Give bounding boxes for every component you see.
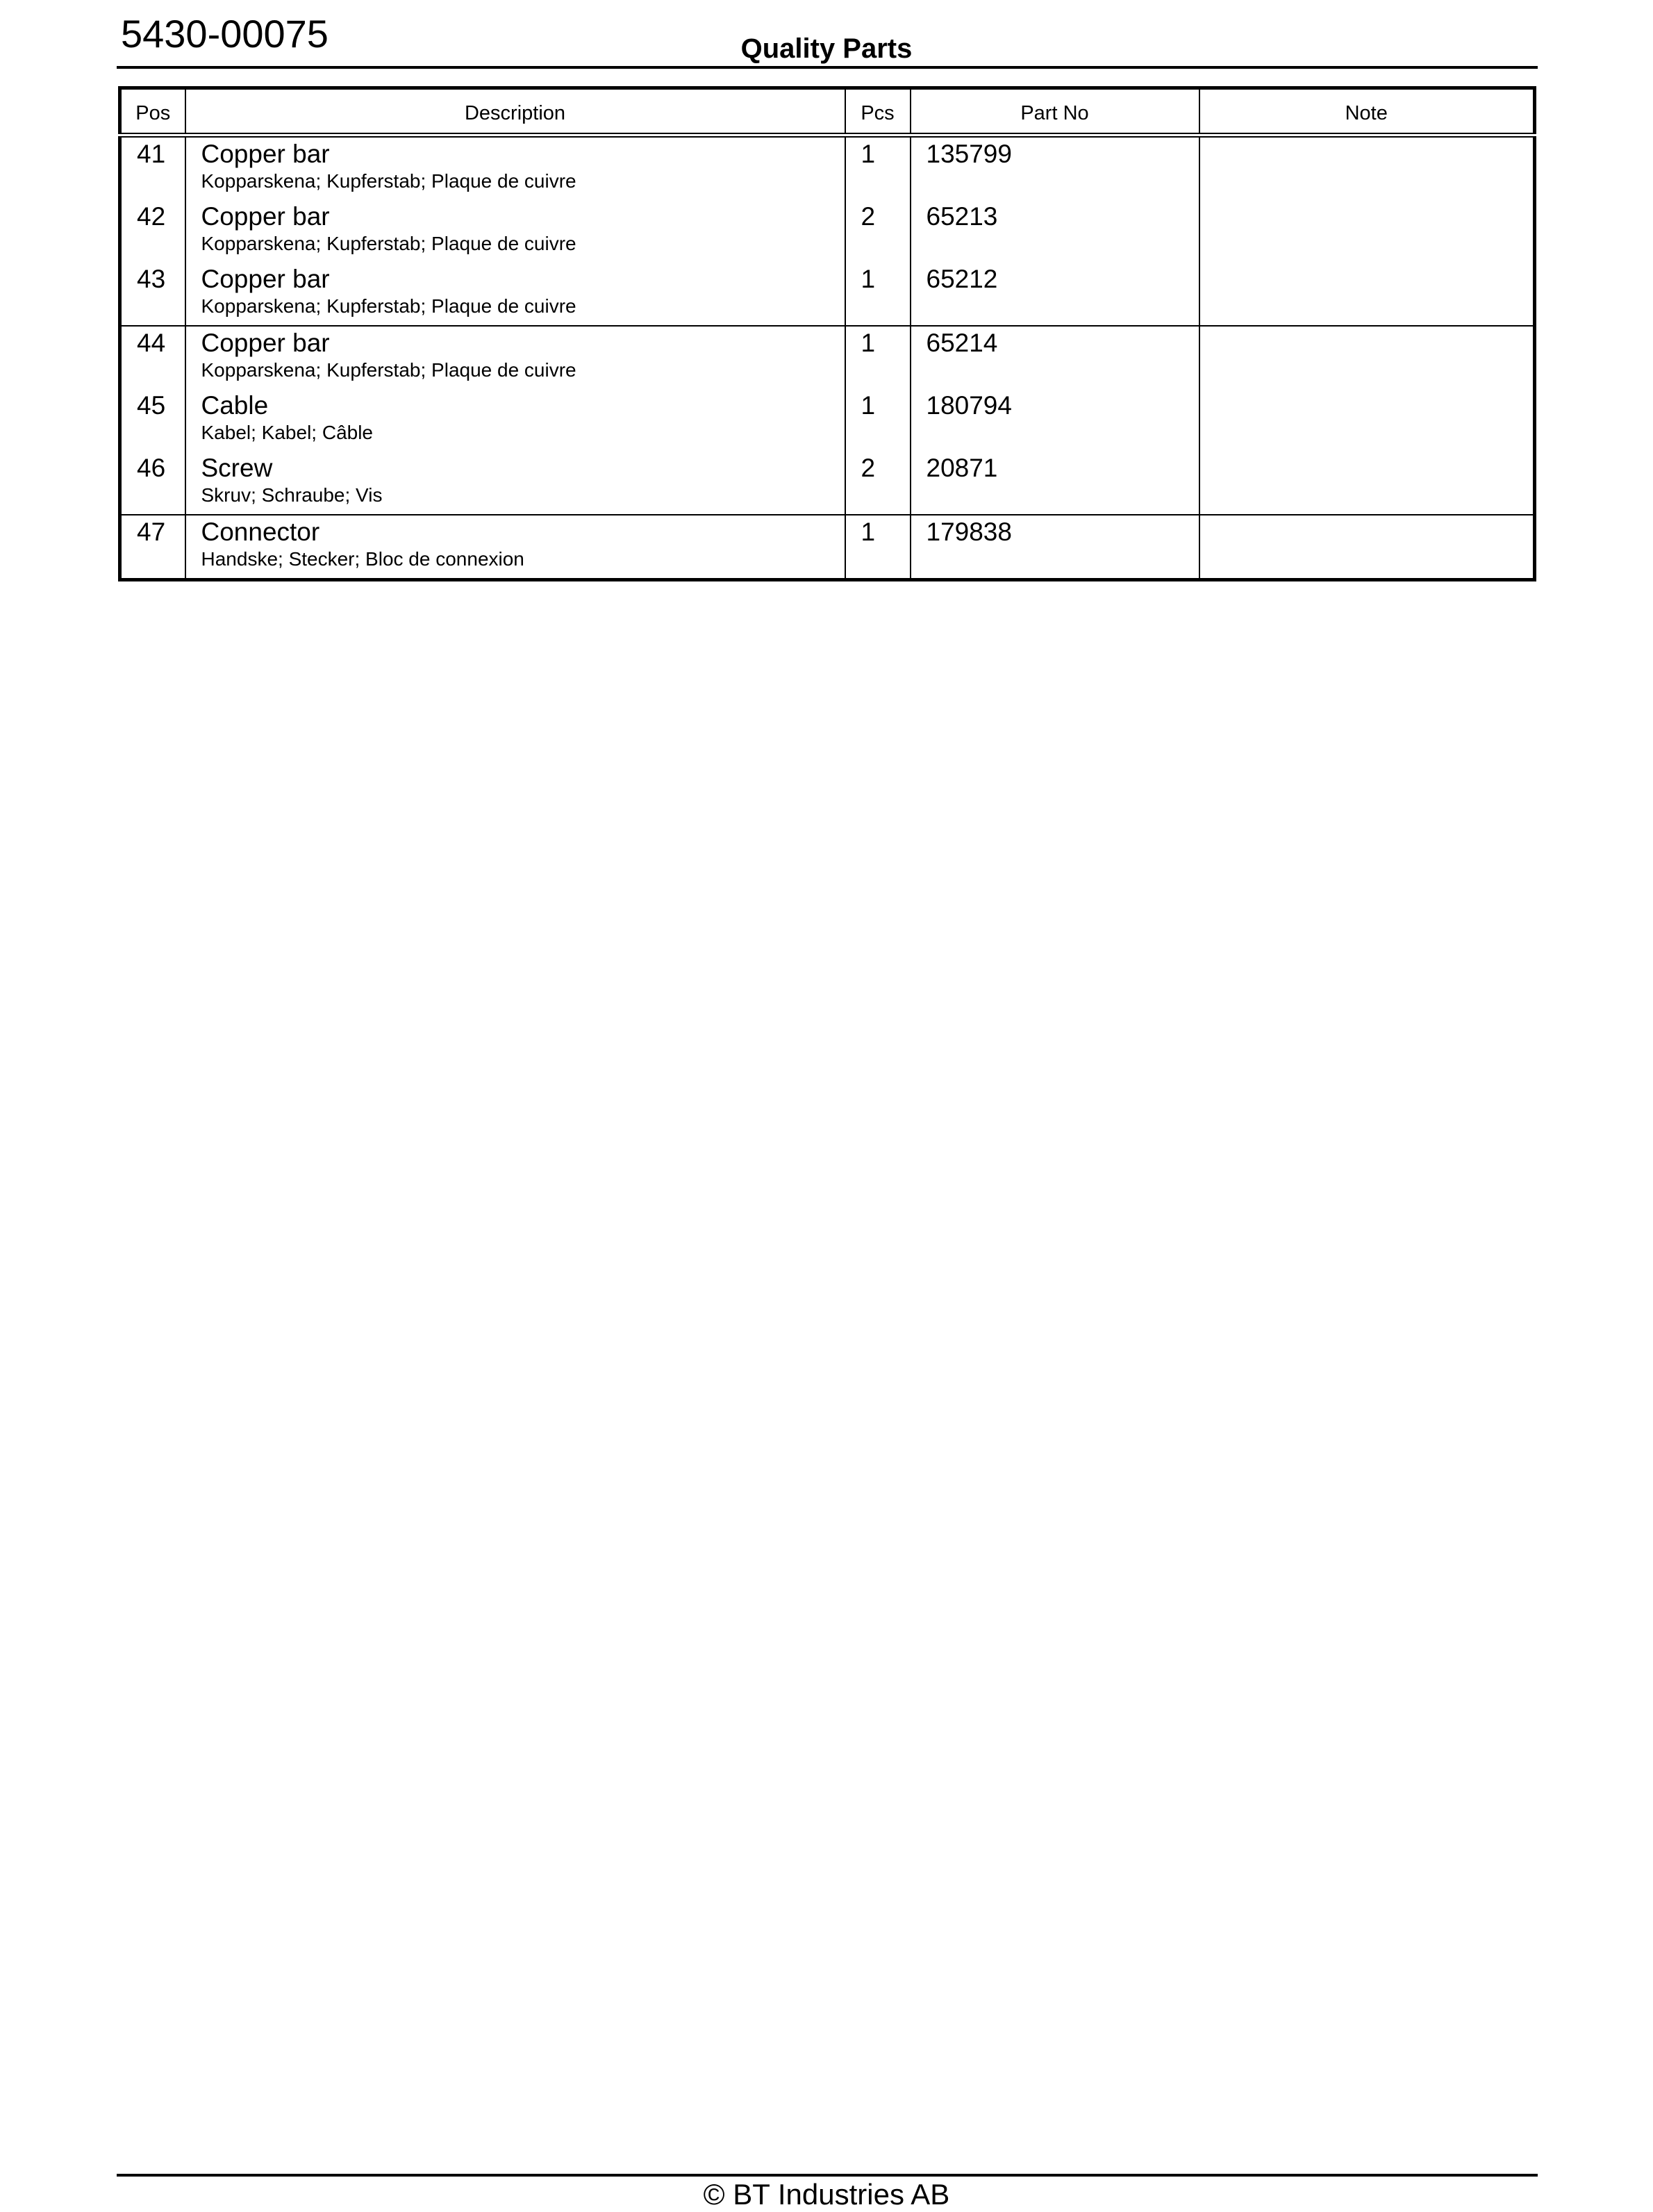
pos-cell: 45: [120, 389, 185, 452]
table-row: [120, 452, 1535, 515]
description-translations: Kabel; Kabel; Câble: [201, 422, 374, 443]
pos-cell: 44: [120, 326, 185, 389]
note-cell: [1199, 200, 1535, 263]
pos-cell: 42: [120, 200, 185, 263]
table-row: [120, 135, 1535, 201]
note-cell: [1199, 389, 1535, 452]
description-text: Connector: [201, 518, 320, 546]
pos-cell: 41: [120, 135, 185, 201]
description-translations: Kopparskena; Kupferstab; Plaque de cuivre: [201, 170, 576, 192]
description-text: Copper bar: [201, 202, 330, 231]
description-text: Copper bar: [201, 329, 330, 357]
pcs-cell: 2: [845, 452, 911, 515]
description-translations: Handske; Stecker; Bloc de connexion: [201, 548, 524, 570]
table-row: [120, 515, 1535, 580]
note-cell: [1199, 515, 1535, 580]
pos-cell: 46: [120, 452, 185, 515]
pcs-cell: 1: [845, 135, 911, 201]
note-cell: [1199, 135, 1535, 201]
table-row: [120, 263, 1535, 326]
description-translations: Kopparskena; Kupferstab; Plaque de cuivre: [201, 233, 576, 254]
pcs-cell: 2: [845, 200, 911, 263]
document-number: 5430-00075: [121, 12, 329, 56]
description-text: Screw: [201, 454, 273, 482]
footer-copyright: © BT Industries AB: [703, 2178, 950, 2211]
description-cell: [185, 263, 845, 326]
pcs-cell: 1: [845, 389, 911, 452]
description-cell: [185, 326, 845, 389]
description-cell: [185, 200, 845, 263]
note-cell: [1199, 326, 1535, 389]
note-cell: [1199, 452, 1535, 515]
column-header-pcs: Pcs: [845, 88, 911, 135]
footer-divider: [117, 2174, 1538, 2177]
table-header-row: [120, 88, 1535, 135]
table-row: [120, 389, 1535, 452]
header-divider: [117, 66, 1538, 69]
pcs-cell: 1: [845, 263, 911, 326]
part-no-cell: 179838: [911, 515, 1199, 580]
description-cell: [185, 515, 845, 580]
table-row: [120, 326, 1535, 389]
description-text: Copper bar: [201, 140, 330, 168]
description-cell: [185, 452, 845, 515]
description-translations: Kopparskena; Kupferstab; Plaque de cuivre: [201, 359, 576, 381]
part-no-cell: 180794: [911, 389, 1199, 452]
column-header-note: Note: [1199, 88, 1535, 135]
part-no-cell: 65213: [911, 200, 1199, 263]
page-title: Quality Parts: [740, 33, 913, 64]
part-no-cell: 65214: [911, 326, 1199, 389]
description-translations: Skruv; Schraube; Vis: [201, 484, 383, 506]
part-no-cell: 65212: [911, 263, 1199, 326]
column-header-part-no: Part No: [911, 88, 1199, 135]
column-header-pos: Pos: [120, 88, 185, 135]
note-cell: [1199, 263, 1535, 326]
description-cell: [185, 389, 845, 452]
description-text: Cable: [201, 391, 269, 420]
pcs-cell: 1: [845, 515, 911, 580]
part-no-cell: 20871: [911, 452, 1199, 515]
parts-table: [118, 86, 1536, 581]
description-text: Copper bar: [201, 265, 330, 293]
table-row: [120, 200, 1535, 263]
part-no-cell: 135799: [911, 135, 1199, 201]
pcs-cell: 1: [845, 326, 911, 389]
description-cell: [185, 135, 845, 201]
description-translations: Kopparskena; Kupferstab; Plaque de cuivre: [201, 295, 576, 317]
pos-cell: 43: [120, 263, 185, 326]
pos-cell: 47: [120, 515, 185, 580]
column-header-description: Description: [185, 88, 845, 135]
